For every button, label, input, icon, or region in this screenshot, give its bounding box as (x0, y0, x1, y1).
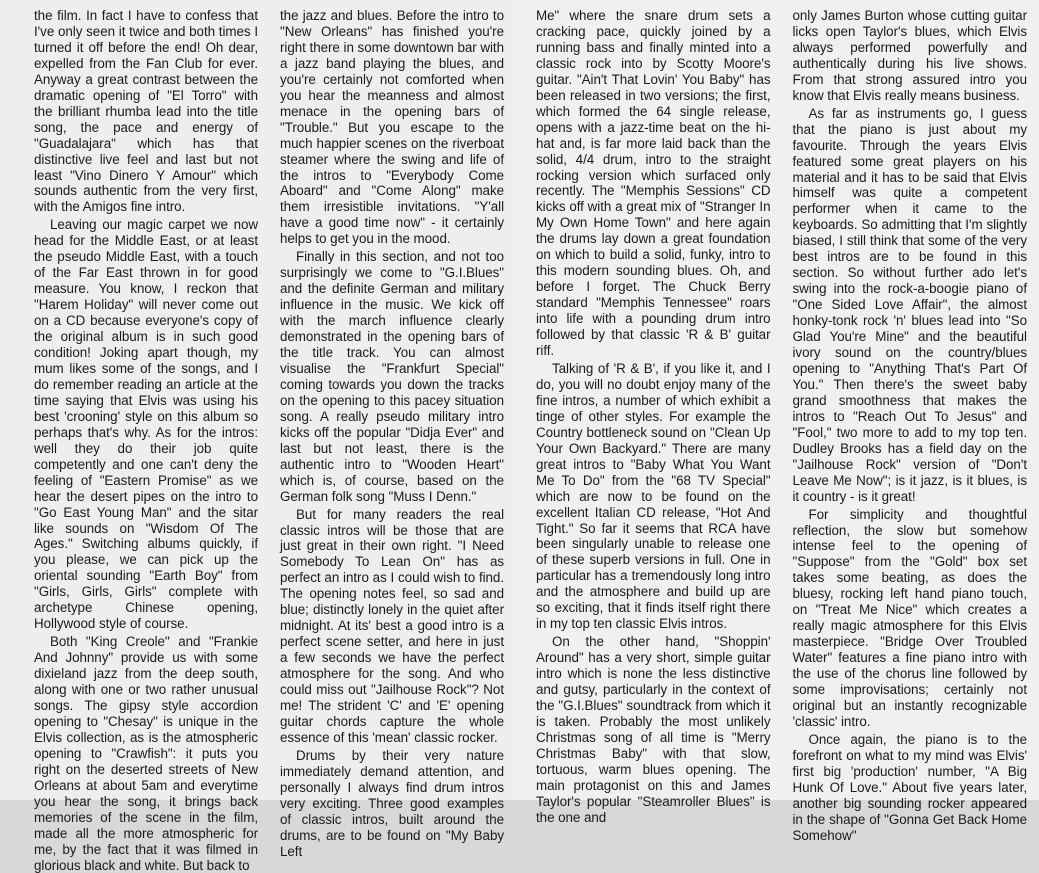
paragraph: Drums by their very nature immediately demand attention, and personally I always find drum intros very exciting. Three good examples of classic intros, built around the drums, are to be found on "My Baby Left (280, 747, 504, 859)
paragraph: Talking of 'R & B', if you like it, and I do, you will no doubt enjoy many of the fine intros, a number of which exhibit a tinge of other styles. For example the Country bottleneck sound on "Clean Up Your Own Backyard." There are many great intros to "Baby What You Want Me To Do" from the "68 TV Special" which are now to be found on the excellent Italian CD release, "Hot And Tight." So far it seems that RCA have been singularly unable to release one of these superb versions in full. One in particular has a tremendously long intro and the atmosphere and build up are so exciting, that it finds itself right there in my top ten classic Elvis intros. (536, 360, 771, 632)
paragraph: only James Burton whose cutting guitar licks open Taylor's blues, which Elvis always performed powerfully and authentically during his live shows. From that strong assured intro you know that Elvis really means business. (792, 8, 1027, 103)
right-page-columns (536, 8, 1027, 843)
right-page-column-2 (792, 8, 1028, 843)
left-page-columns (34, 8, 504, 873)
paragraph: the jazz and blues. Before the intro to "New Orleans" has finished you're right there in some downtown bar with a jazz band playing the blues, and you're certainly not comforted when you hear the meanness and almost menace in the opening bars of "Trouble." But you escape to the much happier scenes on the riverboat steamer where the swing and life of the intros to "Everybody Come Aboard" and "Come Along" make them irresistible invitations. "Y'all have a good time now" - it certainly helps to get you in the mood. (280, 8, 504, 247)
paragraph: As far as instruments go, I guess that the piano is just about my favourite. Through the years Elvis featured some great players on his material and it has to be said that Elvis himself was quite a competent performer when it came to the keyboards. So admitting that I'm slightly biased, I still think that some of the very best intros are to be found in this section. So without further ado let's swing into the rock-a-boogie piano of "One Sided Love Affair", the almost honky-tonk rock 'n' blues lead into "So Glad You're Mine" and the beautiful ivory sound on the country/blues opening to "Anything That's Part Of You." Then there's the sweet baby grand smoothness that makes the intros to "Reach Out To Jesus" and "Fool," two more to add to my top ten. Dudley Brooks has a field day on the "Jailhouse Rock" version of "Don't Leave Me Now"; is it jazz, is it blues, is it country - is it great! (792, 105, 1027, 504)
right-page (514, 0, 1039, 843)
paragraph: For simplicity and thoughtful reflection, the slow but somehow intense feel to the opening of "Suppose" from the "Gold" box set takes some beating, as does the bluesy, rocking left hand piano touch, on "Treat Me Nice" which creates a really magic atmosphere for this Elvis masterpiece. "Bridge Over Troubled Water" features a fine piano intro with the use of the chorus line followed by some improvisations; certainly not original but an instantly recognizable 'classic' intro. (792, 506, 1027, 729)
paragraph: But for many readers the real classic intros will be those that are just great in their own right. "I Need Somebody To Lean On" has as perfect an intro as I could wish to find. The opening notes feel, so sad and blue; distinctly lonely in the quiet after midnight. At its' best a good intro is a perfect scene setter, and here in just a few seconds we have the perfect atmosphere for the song. And who could miss out "Jailhouse Rock"? Not me! The strident 'C' and 'E' opening guitar chords capture the whole essence of this 'mean' classic rocker. (280, 506, 504, 745)
left-page-column-1 (34, 8, 258, 873)
paragraph: Finally in this section, and not too surprisingly we come to "G.I.Blues" and the definite German and military influence in the music. We kick off with the march influence clearly demonstrated in the opening bars of the title track. You can almost visualise the "Frankfurt Special" coming towards you down the tracks on the opening to this pacey situation song. A really pseudo military intro kicks off the popular "Didja Ever" and last but not least, there is the authentic intro to "Wooden Heart" which is, of course, based on the German folk song "Muss I Denn." (280, 249, 504, 504)
paragraph: Once again, the piano is to the forefront on what to my mind was Elvis' first big 'production' number, "A Big Hunk Of Love." About five years later, another big sounding rocker appeared in the shape of "Gonna Get Back Home Somehow" (792, 731, 1027, 843)
paragraph: the film. In fact I have to confess that I've only seen it twice and both times I turned it off before the end! Oh dear, expelled from the Fan Club for ever. Anyway a great contrast between the dramatic opening of "El Torro" with the brilliant rhumba lead into the title song, the pace and energy of "Guadalajara" which has that distinctive live feel and last but not least "Vino Dinero Y Amour" which sounds authentic from the very first, with the Amigos fine intro. (34, 8, 258, 215)
left-page-column-2 (280, 8, 504, 859)
paragraph: Both "King Creole" and "Frankie And Johnny" provide us with some dixieland jazz from the deep south, along with one or two rather unusual songs. The gipsy style accordion opening to "Chesay" is unique in the Elvis collection, as is the atmospheric opening to "Crawfish": it puts you right on the deserted streets of New Orleans at about 5am and everytime you hear the song, it brings back memories of the scene in the film, made all the more atmospheric for me, by the fact that it was filmed in glorious black and white. But back to (34, 634, 258, 873)
paragraph: Leaving our magic carpet we now head for the Middle East, or at least the pseudo Middle East, with a touch of the Far East thrown in for good measure. You know, I reckon that "Harem Holiday" will never come out on a CD because everyone's copy of the original album is in such good condition! Joking apart though, my mum likes some of the songs, and I do remember reading an article at the time saying that Elvis was using his best 'crooning' style on this album so perhaps that's why. As for the intros: well they do their job quite competently and one can't deny the feeling of "Eastern Promise" as we hear the desert pipes on the intro to "Go East Young Man" and the sitar like sounds on "Wisdom Of The Ages." Switching albums quickly, if you please, we can pick up the oriental sounding "Earth Boy" from "Girls, Girls, Girls" complete with archetype Chinese opening, Hollywood style of course. (34, 217, 258, 632)
paragraph: Me" where the snare drum sets a cracking pace, quickly joined by a running bass and finally minted into a classic rock into by Scotty Moore's guitar. "Ain't That Lovin' You Baby" has been released in two versions; the first, which formed the 64 single release, opens with a jazz-time beat on the hi-hat and, is far more laid back than the solid, 4/4 drum, intro to the straight rocking version which surfaced only recently. The "Memphis Sessions" CD kicks off with a great mix of "Stranger In My Own Home Town" and here again the drums lay down a great foundation on which to build a solid, funky, intro to this modern sounding blues. Oh, and before I forget. The Chuck Berry standard "Memphis Tennessee" roars into life with a pounding drum intro followed by that classic 'R & B' guitar riff. (536, 8, 771, 359)
paragraph: On the other hand, "Shoppin' Around" has a very short, simple guitar intro which is none the less distinctive and gutsy, particularly in the context of the "G.I.Blues" soundtrack from which it is taken. Probably the most unlikely Christmas song of all time is "Merry Christmas Baby" with that slow, tortuous, warm blues opening. The main protagonist on this and James Taylor's popular "Steamroller Blues" is the one and (536, 634, 771, 825)
left-page (0, 0, 514, 873)
right-page-column-1 (536, 8, 771, 825)
